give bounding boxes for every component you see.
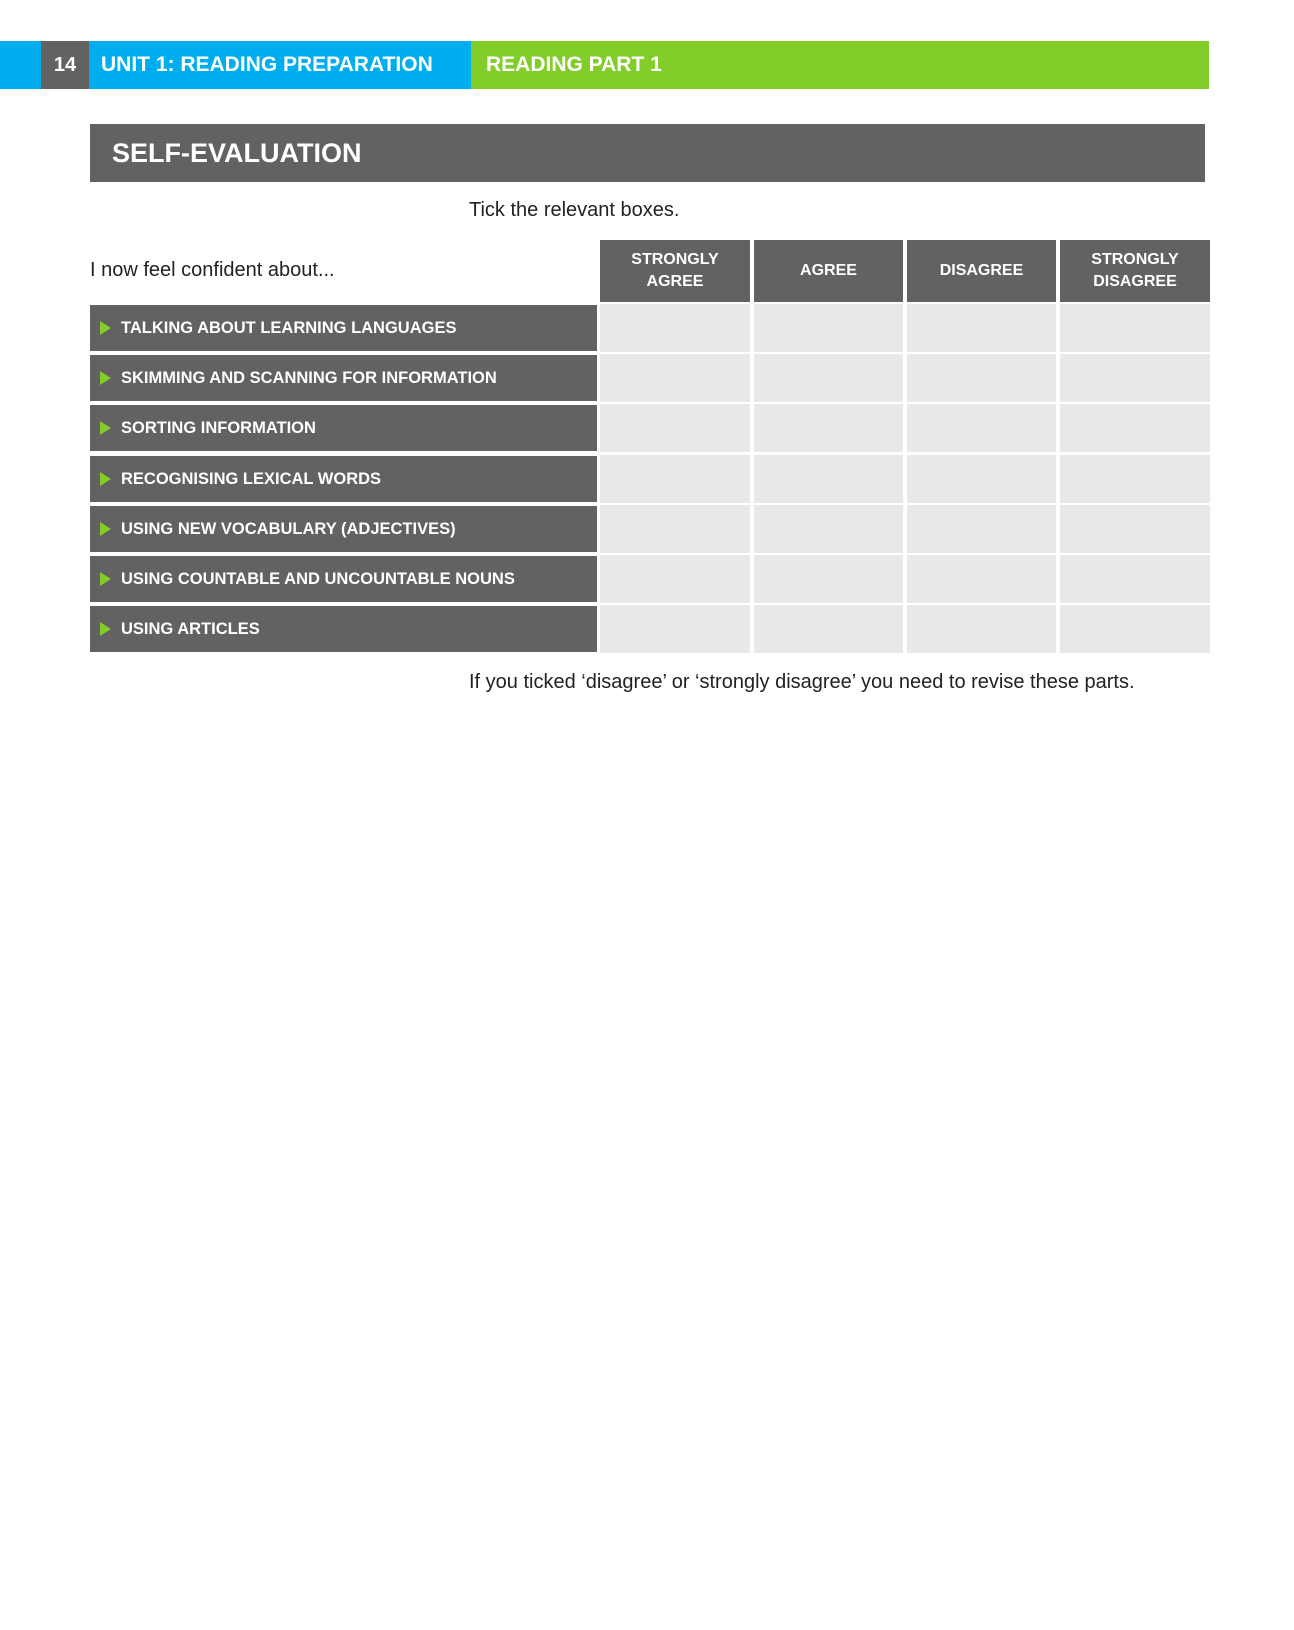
col-header-line: STRONGLY — [1091, 251, 1179, 268]
row-label — [90, 405, 597, 451]
tick-box-strongly-agree[interactable] — [600, 304, 750, 352]
page-number: 14 — [41, 41, 89, 89]
tick-box-strongly-agree[interactable] — [600, 605, 750, 653]
arrow-right-icon — [100, 572, 111, 586]
tick-box-strongly-agree[interactable] — [600, 354, 750, 402]
tick-box-strongly-agree[interactable] — [600, 555, 750, 603]
col-header-line: DISAGREE — [1093, 273, 1177, 290]
arrow-right-icon — [100, 522, 111, 536]
tick-box-strongly-disagree[interactable] — [1060, 354, 1210, 402]
col-header-line: STRONGLY — [631, 251, 719, 268]
header-accent — [0, 41, 41, 89]
row-label — [90, 506, 597, 552]
tick-box-agree[interactable] — [754, 304, 903, 352]
part-title: READING PART 1 — [471, 41, 1209, 89]
arrow-right-icon — [100, 321, 111, 335]
arrow-right-icon — [100, 472, 111, 486]
tick-box-agree[interactable] — [754, 404, 903, 452]
tick-box-strongly-disagree[interactable] — [1060, 404, 1210, 452]
row-label — [90, 606, 597, 652]
unit-title: UNIT 1: READING PREPARATION — [89, 41, 471, 89]
tick-box-strongly-agree[interactable] — [600, 505, 750, 553]
tick-box-disagree[interactable] — [907, 505, 1056, 553]
row-label — [90, 456, 597, 502]
col-header-strongly-disagree — [1060, 240, 1210, 302]
col-header-disagree — [907, 240, 1056, 302]
tick-box-agree[interactable] — [754, 455, 903, 503]
tick-box-disagree[interactable] — [907, 455, 1056, 503]
col-header-strongly-agree — [600, 240, 750, 302]
tick-box-disagree[interactable] — [907, 555, 1056, 603]
tick-box-disagree[interactable] — [907, 404, 1056, 452]
row-label-text: TALKING ABOUT LEARNING LANGUAGES — [121, 319, 457, 337]
tick-box-strongly-disagree[interactable] — [1060, 304, 1210, 352]
tick-box-strongly-disagree[interactable] — [1060, 555, 1210, 603]
tick-box-agree[interactable] — [754, 555, 903, 603]
tick-box-agree[interactable] — [754, 605, 903, 653]
tick-box-disagree[interactable] — [907, 605, 1056, 653]
col-header-agree — [754, 240, 903, 302]
row-label-text: RECOGNISING LEXICAL WORDS — [121, 470, 382, 488]
section-title: SELF-EVALUATION — [90, 124, 1205, 182]
instruction-text: Tick the relevant boxes. — [469, 199, 680, 221]
row-label-text: USING NEW VOCABULARY (ADJECTIVES) — [121, 520, 456, 538]
tick-box-strongly-agree[interactable] — [600, 404, 750, 452]
row-label — [90, 556, 597, 602]
row-label-text: SKIMMING AND SCANNING FOR INFORMATION — [121, 369, 497, 387]
tick-box-agree[interactable] — [754, 505, 903, 553]
row-intro-label: I now feel confident about... — [90, 259, 335, 281]
col-header-line: AGREE — [800, 262, 857, 279]
row-label — [90, 355, 597, 401]
tick-box-strongly-disagree[interactable] — [1060, 505, 1210, 553]
arrow-right-icon — [100, 371, 111, 385]
footnote-text: If you ticked ‘disagree’ or ‘strongly disagree’ you need to revise these parts. — [469, 671, 1135, 693]
tick-box-strongly-agree[interactable] — [600, 455, 750, 503]
tick-box-strongly-disagree[interactable] — [1060, 455, 1210, 503]
tick-box-agree[interactable] — [754, 354, 903, 402]
row-label — [90, 305, 597, 351]
arrow-right-icon — [100, 421, 111, 435]
tick-box-disagree[interactable] — [907, 304, 1056, 352]
row-label-text: USING ARTICLES — [121, 620, 260, 638]
tick-box-disagree[interactable] — [907, 354, 1056, 402]
row-label-text: SORTING INFORMATION — [121, 419, 316, 437]
arrow-right-icon — [100, 622, 111, 636]
row-label-text: USING COUNTABLE AND UNCOUNTABLE NOUNS — [121, 570, 515, 588]
tick-box-strongly-disagree[interactable] — [1060, 605, 1210, 653]
page-header — [0, 41, 1209, 89]
col-header-line: AGREE — [646, 273, 704, 290]
col-header-line: DISAGREE — [939, 262, 1024, 279]
